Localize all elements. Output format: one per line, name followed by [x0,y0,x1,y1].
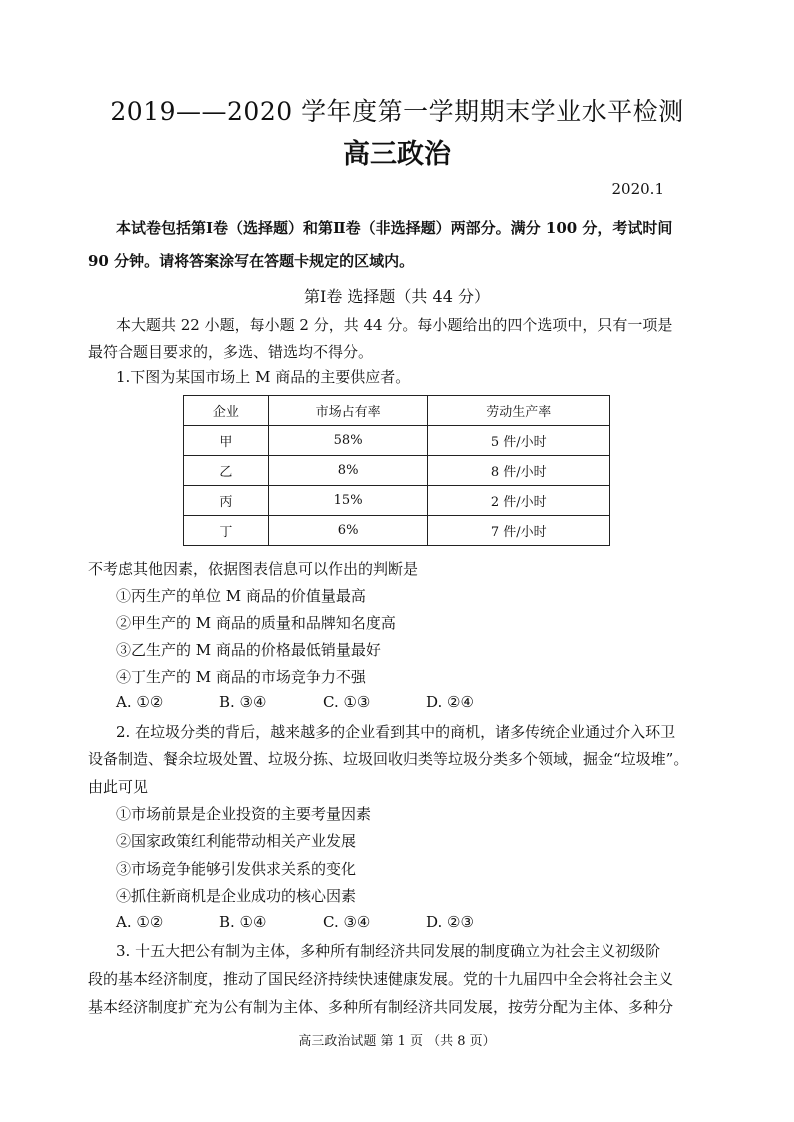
table-cell: 8% [268,456,428,486]
exam-date: 2020.1 [611,180,664,198]
q2-item-3: ③市场竞争能够引发供求关系的变化 [116,860,357,878]
q3-stem-3: 基本经济制度扩充为公有制为主体、多种所有制经济共同发展，按劳分配为主体、多种分 [88,998,674,1016]
page-footer: 高三政治试题 第 1 页 （共 8 页） [298,1034,496,1049]
table-row [184,486,610,516]
q1-item-3: ③乙生产的 M 商品的价格最低销量最好 [116,641,381,659]
table-header: 市场占有率 [268,396,428,426]
q1-option-b[interactable]: B. ③④ [219,693,267,711]
q2-item-4: ④抓住新商机是企业成功的核心因素 [116,887,357,905]
table-cell: 甲 [184,426,269,456]
table-cell: 6% [268,516,428,546]
q2-option-d[interactable]: D. ②③ [426,913,474,931]
q2-option-b[interactable]: B. ①④ [219,913,267,931]
q1-options [116,693,474,711]
section-intro-1: 本大题共 22 小题，每小题 2 分，共 44 分。每小题给出的四个选项中，只有一项是 [116,316,673,334]
instructions-line-1: 本试卷包括第Ⅰ卷（选择题）和第Ⅱ卷（非选择题）两部分。满分 100 分，考试时间 [116,219,673,237]
q1-stem: 1.下图为某国市场上 M 商品的主要供应者。 [116,368,411,386]
table-header: 企业 [184,396,269,426]
q2-stem-1: 2. 在垃圾分类的背后，越来越多的企业看到其中的商机，诸多传统企业通过介入环卫 [116,723,676,741]
q2-item-1: ①市场前景是企业投资的主要考量因素 [116,805,372,823]
q1-option-a[interactable]: A. ①② [116,693,164,711]
q2-stem-2: 设备制造、餐余垃圾处置、垃圾分拣、垃圾回收归类等垃圾分类多个领域，掘金“垃圾堆”。 [88,750,689,768]
table-cell: 58% [268,426,428,456]
table-header-row [184,396,610,426]
q2-option-a[interactable]: A. ①② [116,913,164,931]
table-row [184,426,610,456]
q3-stem-1: 3. 十五大把公有制为主体，多种所有制经济共同发展的制度确立为社会主义初级阶 [116,942,661,960]
table-cell: 5 件/小时 [428,426,610,456]
table-row [184,456,610,486]
section-intro-2: 最符合题目要求的，多选、错选均不得分。 [88,343,374,361]
q1-item-2: ②甲生产的 M 商品的质量和品牌知名度高 [116,614,396,632]
q1-item-1: ①丙生产的单位 M 商品的价值量最高 [116,587,366,605]
q2-option-c[interactable]: C. ③④ [323,913,371,931]
q2-stem-3: 由此可见 [88,778,149,796]
table-cell: 8 件/小时 [428,456,610,486]
q1-option-d[interactable]: D. ②④ [426,693,474,711]
subject-title: 高三政治 [343,139,451,170]
table-cell: 丙 [184,486,269,516]
table-header: 劳动生产率 [428,396,610,426]
instructions-line-2: 90 分钟。请将答案涂写在答题卡规定的区域内。 [88,252,415,270]
q1-item-4: ④丁生产的 M 商品的市场竞争力不强 [116,668,366,686]
q1-option-c[interactable]: C. ①③ [323,693,371,711]
section-heading: 第Ⅰ卷 选择题（共 44 分） [304,287,490,306]
q2-item-2: ②国家政策红利能带动相关产业发展 [116,832,357,850]
table-cell: 丁 [184,516,269,546]
table-cell: 7 件/小时 [428,516,610,546]
q3-stem-2: 段的基本经济制度，推动了国民经济持续快速健康发展。党的十九届四中全会将社会主义 [88,970,674,988]
table-cell: 2 件/小时 [428,486,610,516]
table-cell: 15% [268,486,428,516]
q1-question: 不考虑其他因素，依据图表信息可以作出的判断是 [88,560,419,578]
exam-title: 2019——2020 学年度第一学期期末学业水平检测 [110,97,684,126]
table-cell: 乙 [184,456,269,486]
q2-options [116,913,474,931]
supplier-table [183,395,610,546]
table-row [184,516,610,546]
